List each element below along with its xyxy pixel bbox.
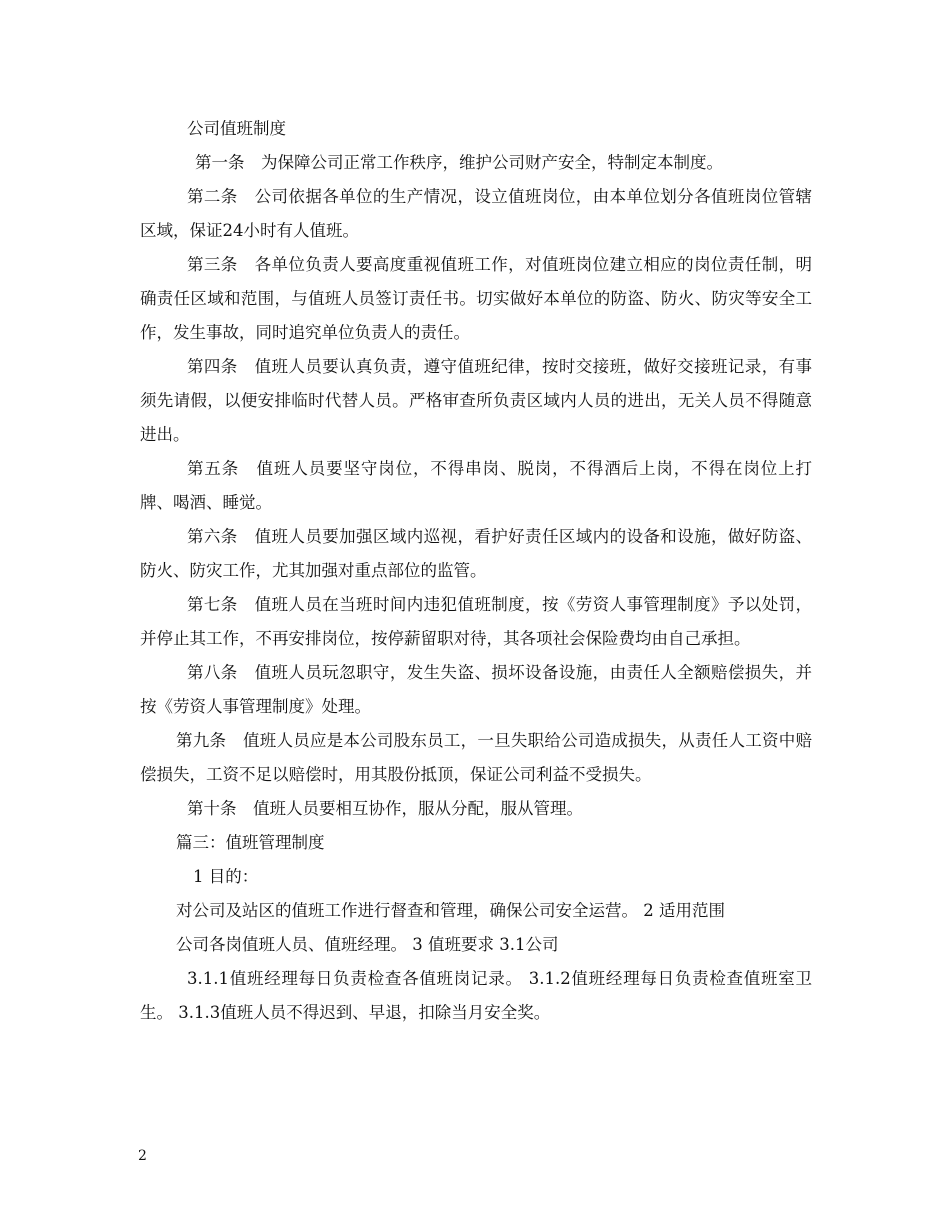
page-number: 2: [138, 1148, 147, 1164]
article-2: 第二条 公司依据各单位的生产情况，设立值班岗位，由本单位划分各值班岗位管辖区域，保证24小时有人值班。: [140, 187, 812, 240]
purpose-label: 1 目的：: [193, 867, 259, 886]
article-7: 第七条 值班人员在当班时间内违犯值班制度，按《劳资人事管理制度》予以处罚，并停止其工作，不再安排岗位，按停薪留职对待，其各项社会保险费均由自己承担。: [140, 595, 812, 648]
article-8: 第八条 值班人员玩忽职守，发生失盗、损坏设备设施，由责任人全额赔偿损失，并按《劳资人事管理制度》处理。: [140, 663, 812, 716]
rules-text: 3.1.1值班经理每日负责检查各值班岗记录。 3.1.2值班经理每日负责检查值班室卫生。 3.1.3值班人员不得迟到、早退，扣除当月安全奖。: [140, 969, 812, 1022]
article-10: 第十条 值班人员要相互协作，服从分配，服从管理。: [187, 799, 583, 818]
document-title: 公司值班制度: [187, 119, 286, 138]
article-6: 第六条 值班人员要加强区域内巡视，看护好责任区域内的设备和设施，做好防盗、防火、防灾工作，尤其加强对重点部位的监管。: [140, 527, 812, 580]
article-4: 第四条 值班人员要认真负责，遵守值班纪律，按时交接班，做好交接班记录，有事须先请假，以便安排临时代替人员。严格审查所负责区域内人员的进出，无关人员不得随意进出。: [140, 357, 812, 444]
article-5: 第五条 值班人员要坚守岗位，不得串岗、脱岗，不得酒后上岗，不得在岗位上打牌、喝酒、睡觉。: [140, 459, 812, 512]
scope-text: 公司各岗值班人员、值班经理。 3 值班要求 3.1公司: [176, 935, 559, 954]
document-body: [140, 112, 812, 1030]
purpose-text: 对公司及站区的值班工作进行督查和管理，确保公司安全运营。 2 适用范围: [176, 901, 725, 920]
article-3: 第三条 各单位负责人要高度重视值班工作，对值班岗位建立相应的岗位责任制，明确责任区域和范围，与值班人员签订责任书。切实做好本单位的防盗、防火、防灾等安全工作，发生事故，同时追究单位负责人的责任。: [140, 255, 812, 342]
article-9: 第九条 值班人员应是本公司股东员工，一旦失职给公司造成损失，从责任人工资中赔偿损失，工资不足以赔偿时，用其股份抵顶，保证公司利益不受损失。: [140, 731, 812, 784]
section-heading: 篇三：值班管理制度: [176, 833, 325, 852]
article-1: 第一条 为保障公司正常工作秩序，维护公司财产安全，特制定本制度。: [195, 153, 723, 172]
